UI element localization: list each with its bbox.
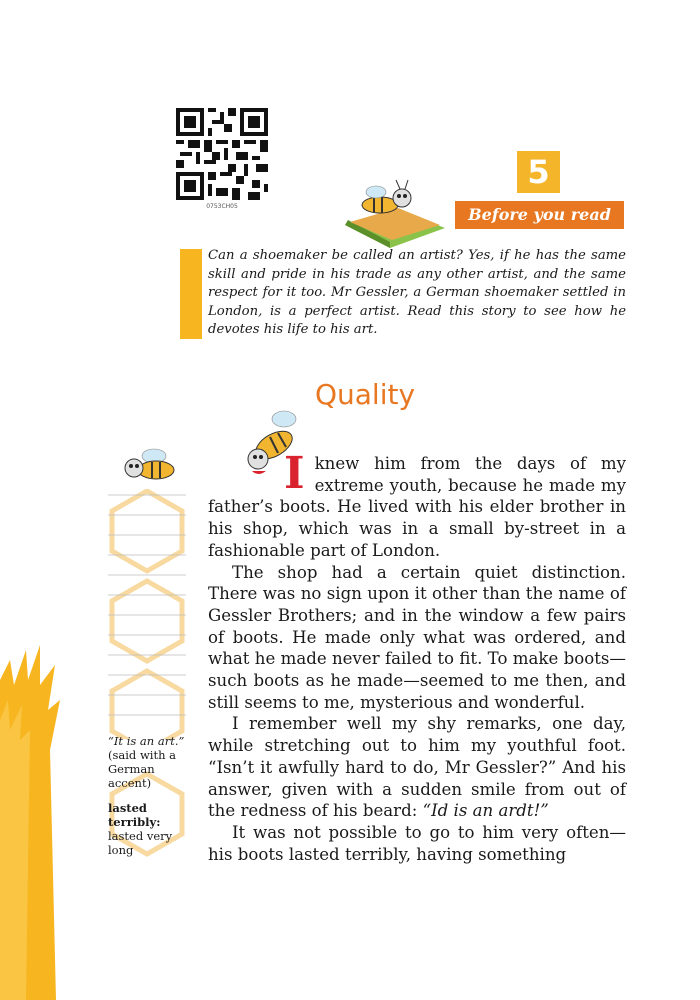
qr-code-label: 0753CH05: [206, 203, 238, 210]
glossary-term: lasted terribly:: [108, 801, 161, 829]
page-edge-decoration: [0, 640, 62, 1000]
paragraph-text: I remember well my shy remarks, one day, while stretching out to him my youthful foot. “Isn’t it awfully hard to do, Mr Gessler?” And his answer, given with a sudden smile from out of the redness of his beard:: [208, 714, 626, 821]
glossary-meaning: lasted very long: [108, 829, 173, 857]
glossary-term: “It is an art.”: [108, 734, 185, 748]
story-title: Quality: [314, 378, 416, 411]
quote-text: “Id is an ardt!”: [422, 801, 549, 821]
qr-code-image: [176, 108, 268, 200]
before-you-read-label: Before you read: [455, 201, 624, 229]
margin-notes-area: [108, 489, 186, 739]
paragraph-text: knew him from the days of my extreme youth, because he made my father’s boots. He lived with his elder brother in his shop, which was in a small by-street in a fashionable part of London.: [208, 454, 626, 560]
bee-on-book-illustration: [340, 170, 450, 250]
intro-paragraph: Can a shoemaker be called an artist? Yes, if he has the same skill and pride in his trade as any other artist, and the same respect for it too. Mr Gessler, a German shoemaker settled in London, is a perfect artist. Read this story to see how he devotes his life to his art.: [208, 248, 626, 338]
glossary-meaning: (said with a German accent): [108, 748, 177, 790]
story-body: [208, 448, 626, 865]
intro-accent-bar: [180, 249, 202, 339]
drop-cap: I: [284, 448, 305, 499]
story-paragraph: [208, 448, 626, 562]
chapter-number: 5: [517, 151, 560, 193]
glossary-entry-1: [108, 734, 188, 790]
story-paragraph: [208, 713, 626, 822]
glossary-entry-2: [108, 801, 188, 857]
story-paragraph: It was not possible to go to him very often—his boots lasted terribly, having something: [208, 822, 626, 864]
story-paragraph: The shop had a certain quiet distinction. There was no sign upon it other than the name of Gessler Brothers; and in the window a few pairs of boots. He made only what was ordered, and what he made never failed to fit. To make boots—such boots as he made—seemed to me then, and still seems to me, mysterious and wonderful.: [208, 562, 626, 712]
margin-bee-icon: [120, 444, 182, 486]
